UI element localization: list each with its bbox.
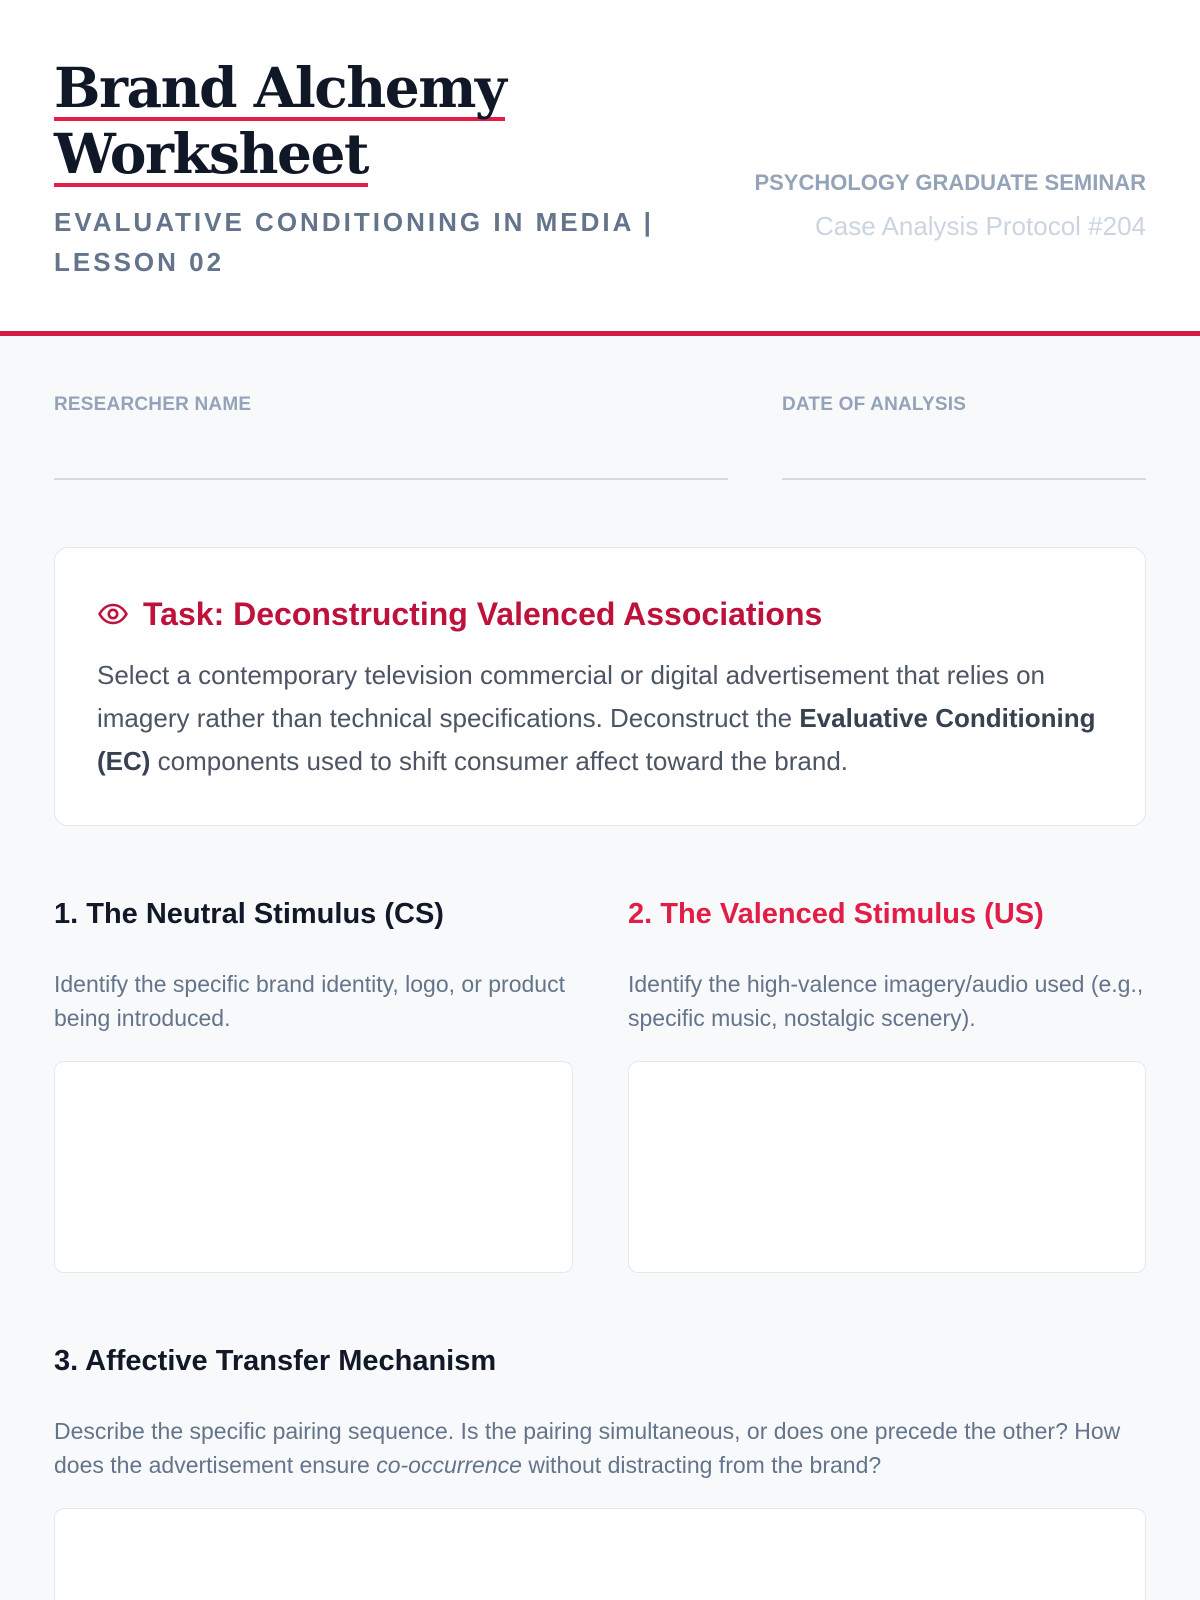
date-of-analysis-field[interactable] [782, 478, 1146, 480]
header-meta [746, 166, 1146, 244]
task-card [54, 547, 1146, 826]
researcher-name-label: RESEARCHER NAME [54, 394, 252, 415]
researcher-name-field[interactable] [54, 478, 728, 480]
section-3-title: 3. Affective Transfer Mechanism [54, 1345, 497, 1377]
section-3-description [54, 1414, 1154, 1482]
date-of-analysis-label: DATE OF ANALYSIS [782, 394, 967, 415]
section-1-description: Identify the specific brand identity, logo, or product being introduced. [54, 971, 565, 1031]
section-3-text-em: co-occurrence [376, 1452, 522, 1478]
section-3-text-part2: without distracting from the brand? [521, 1452, 882, 1478]
task-description [97, 654, 1105, 783]
section-2-description: Identify the high-valence imagery/audio used (e.g., specific music, nostalgic scenery). [628, 971, 1144, 1031]
task-title: Task: Deconstructing Valenced Associations [143, 595, 823, 632]
task-text-bold: Evaluative Conditioning (EC) [97, 703, 1096, 776]
section-1-answer-box[interactable] [54, 1061, 573, 1273]
title-line-2: Worksheet [54, 121, 368, 186]
page-title [54, 55, 505, 187]
section-2-title: 2. The Valenced Stimulus (US) [628, 898, 1044, 930]
task-text-part1: Select a contemporary television commercial or digital advertisement that relies on imagery rather than technical specifications. Deconstruct the [97, 660, 1045, 733]
seminar-label: PSYCHOLOGY GRADUATE SEMINAR [754, 170, 1146, 195]
eye-icon [97, 598, 129, 630]
task-text-part2: components used to shift consumer affect toward the brand. [150, 746, 849, 776]
section-3-text-part1: Describe the specific pairing sequence. Is the pairing simultaneous, or does one precede the other? How does the advertisement ensure [54, 1418, 1121, 1478]
protocol-label: Case Analysis Protocol #204 [815, 211, 1146, 241]
worksheet-header [0, 0, 1200, 336]
task-heading [97, 592, 1105, 636]
lesson-subtitle: EVALUATIVE CONDITIONING IN MEDIA | LESSON 02 [54, 207, 654, 277]
section-3-answer-box[interactable] [54, 1508, 1146, 1600]
section-2-answer-box[interactable] [628, 1061, 1146, 1273]
title-line-1: Brand Alchemy [54, 55, 506, 120]
section-1-title: 1. The Neutral Stimulus (CS) [54, 898, 444, 930]
